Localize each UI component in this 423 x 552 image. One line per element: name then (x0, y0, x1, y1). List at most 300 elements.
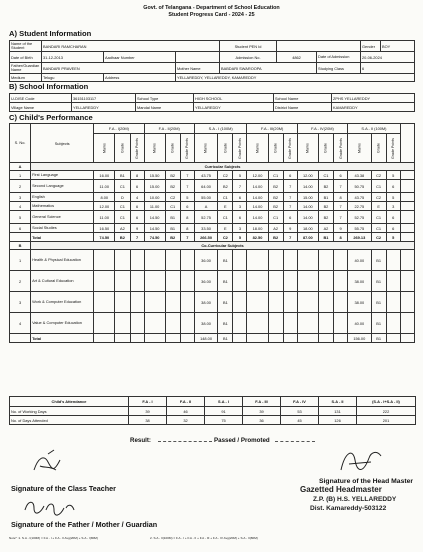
score-cell: 14.00 (297, 180, 318, 193)
score-cell: 6 (283, 171, 297, 180)
sa2-grade: B1 (371, 250, 386, 271)
blank-cell (165, 292, 180, 313)
assessment-header: F.A - II(20M) (144, 124, 194, 134)
score-cell: B2 (318, 211, 333, 224)
total-cell: 7 (130, 233, 144, 242)
score-cell: 6 (130, 180, 144, 193)
subject-row (10, 193, 415, 202)
blank-cell (94, 334, 115, 343)
score-cell: B1 (165, 211, 180, 224)
score-cell: 12.00 (297, 171, 318, 180)
score-cell: 7 (180, 180, 194, 193)
score-cell: 8 (334, 193, 348, 202)
attendance-value: 53 (281, 407, 319, 416)
total-cell: 266.50 (194, 233, 217, 242)
score-cell: B2 (268, 193, 283, 202)
blank-cell (165, 334, 180, 343)
score-cell: 14.00 (297, 202, 318, 211)
sno-header: S. No. (10, 124, 31, 163)
sa2-marks: 156.00 (348, 334, 371, 343)
score-cell: 14.00 (247, 180, 268, 193)
blank-cell (386, 292, 400, 313)
parent-signature-label: Signature of the Father / Mother / Guardian (11, 520, 158, 529)
blank-cell (233, 292, 247, 313)
admission-date-label: Date of Admission (317, 52, 361, 63)
sa1-marks: 148.00 (194, 334, 217, 343)
score-cell: 8 (180, 211, 194, 224)
student-info-table (9, 40, 415, 82)
score-cell: 6 (130, 211, 144, 224)
score-cell: 12.00 (247, 171, 268, 180)
subject-name: Work & Computer Education (31, 292, 94, 313)
blank-cell (247, 271, 268, 292)
header-card-title: Student Progress Card - 2024 - 25 (168, 12, 255, 18)
score-cell: 4 (130, 193, 144, 202)
blank-cell (318, 292, 333, 313)
attendance-value: 131 (319, 407, 357, 416)
attendance-row-label: No. of Working Days (10, 407, 129, 416)
udise-value: 36151103117 (72, 94, 136, 103)
score-cell: B2 (165, 180, 180, 193)
score-cell: 9 (334, 224, 348, 233)
attendance-col-header: F.A - III (243, 397, 281, 407)
score-cell: B2 (165, 171, 180, 180)
subject-number: 6 (10, 224, 31, 233)
score-cell: 14.00 (247, 193, 268, 202)
extra-cell (400, 271, 414, 292)
pen-value (277, 41, 361, 52)
score-cell: 7 (283, 180, 297, 193)
village-value: YELLAREDDY (72, 103, 136, 112)
blank-cell (144, 334, 165, 343)
cocurricular-row (10, 271, 415, 292)
footnote-sa2: 2. S.A - II(100M) = F.A - I + F.A - II + F.A - III + F.A - IV Avg(20M) + S.A - II(80M) (150, 536, 258, 540)
total-cell: 74.50 (94, 233, 115, 242)
sub-header-grade: Grade (165, 134, 180, 163)
attendance-value: 222 (357, 407, 416, 416)
score-cell: 16.50 (94, 224, 115, 233)
score-cell: 6 (334, 171, 348, 180)
attendance-value: 201 (357, 416, 416, 425)
blank-cell (115, 271, 130, 292)
medium-label: Medium (10, 74, 42, 82)
score-cell: C1 (115, 211, 130, 224)
medium-value: Telugu (42, 74, 104, 82)
udise-label: U-DISE Code (10, 94, 72, 103)
mandal-value: YELLAREDDY (194, 103, 274, 112)
subjects-header: Subjects (31, 124, 94, 163)
curricular-total-row (10, 233, 415, 242)
attendance-value: 32 (167, 416, 205, 425)
subject-number: 4 (10, 202, 31, 211)
score-cell: 3 (386, 202, 400, 211)
total-cell: B1 (318, 233, 333, 242)
score-cell: E (218, 224, 233, 233)
sub-header-marks: Marks (247, 134, 268, 163)
score-cell: 10.00 (144, 193, 165, 202)
score-cell: C1 (115, 180, 130, 193)
section-letter: B (10, 242, 31, 250)
subject-row (10, 211, 415, 224)
sa2-marks: 38.00 (348, 292, 371, 313)
blank-cell (130, 271, 144, 292)
sub-header-grade: Grade (318, 134, 333, 163)
blank-cell (130, 334, 144, 343)
subject-name: General Science (31, 211, 94, 224)
sa2-marks: 40.00 (348, 250, 371, 271)
sub-header-grade: Grade (268, 134, 283, 163)
total-cell: 269.13 (348, 233, 371, 242)
score-cell: 8 (130, 171, 144, 180)
total-cell: C2 (218, 233, 233, 242)
subject-row (10, 224, 415, 233)
sa2-grade: B1 (371, 271, 386, 292)
sub-header-grade-points: Grade Points (283, 134, 297, 163)
score-cell: C1 (218, 211, 233, 224)
score-cell: 9 (130, 224, 144, 233)
gender-value: BOY (381, 41, 415, 52)
score-cell: 64.00 (194, 180, 217, 193)
score-cell: B2 (318, 202, 333, 211)
result-dash-right (275, 441, 315, 442)
attendance-row (10, 416, 416, 425)
blank-cell (180, 250, 194, 271)
total-blank (10, 334, 31, 343)
total-cell: B2 (115, 233, 130, 242)
attendance-value: 75 (205, 416, 243, 425)
footnote-sa1: Note* :1. S.A - I(100M) = F.A - I + F.A - II Avg(20M) + S.A - I(80M) (9, 536, 98, 540)
score-cell: 7 (180, 171, 194, 180)
blank-cell (386, 250, 400, 271)
attendance-value: 36 (243, 416, 281, 425)
subject-number: 3 (10, 193, 31, 202)
district-label: District Name (274, 103, 332, 112)
section-student-info-title: A) Student Information (9, 29, 92, 38)
section-letter: A (10, 163, 31, 171)
blank-cell (268, 334, 283, 343)
father-label: Father/Guardian Name (10, 63, 42, 74)
total-cell: B2 (268, 233, 283, 242)
cocurricular-total-row (10, 334, 415, 343)
score-cell: 33.50 (194, 224, 217, 233)
school-type-value: HIGH SCHOOL (194, 94, 274, 103)
sub-header-grade-points: Grade Points (334, 134, 348, 163)
score-cell: 16.00 (94, 171, 115, 180)
sub-header-marks: Marks (348, 134, 371, 163)
extra-cell (400, 233, 414, 242)
sa1-grade: B1 (218, 292, 233, 313)
score-cell: 14.00 (297, 211, 318, 224)
sa2-grade: B1 (371, 334, 386, 343)
blank-cell (233, 313, 247, 334)
blank-cell (233, 250, 247, 271)
blank-cell (334, 313, 348, 334)
score-cell: 5 (386, 171, 400, 180)
score-cell: 6 (386, 211, 400, 224)
score-cell: C1 (318, 171, 333, 180)
blank-cell (334, 334, 348, 343)
score-cell: C2 (165, 193, 180, 202)
attendance-col-header: F.A - I (129, 397, 167, 407)
blank-cell (297, 271, 318, 292)
score-cell: A2 (268, 224, 283, 233)
result-value: Passed / Promoted (214, 437, 270, 444)
section-school-info-title: B) School Information (9, 82, 89, 91)
blank-cell (297, 250, 318, 271)
score-cell: 8 (180, 224, 194, 233)
headmaster-signature-label: Signature of the Head Master (319, 478, 414, 485)
blank-cell (334, 292, 348, 313)
score-cell: 43.75 (348, 193, 371, 202)
attendance-value: 126 (319, 416, 357, 425)
score-cell: C1 (218, 193, 233, 202)
blank-cell (94, 271, 115, 292)
cocurricular-row (10, 250, 415, 271)
score-cell: 14.50 (144, 224, 165, 233)
class-value: 6 (361, 63, 415, 74)
total-cell: 7 (283, 233, 297, 242)
header-department: Govt. of Telangana - Department of School Education (143, 5, 280, 11)
blank-cell (283, 313, 297, 334)
blank-cell (130, 313, 144, 334)
blank-cell (247, 292, 268, 313)
subject-row (10, 180, 415, 193)
score-cell: 43.38 (348, 171, 371, 180)
school-type-label: School Type (136, 94, 194, 103)
blank-cell (297, 334, 318, 343)
blank-cell (233, 334, 247, 343)
total-cell: B2 (165, 233, 180, 242)
score-cell: B2 (218, 180, 233, 193)
blank-cell (283, 271, 297, 292)
mother-label: Mother Name (176, 63, 220, 74)
attendance-value: 39 (129, 407, 167, 416)
blank-cell (283, 292, 297, 313)
section-row (10, 242, 415, 250)
gender-label: Gender (361, 41, 381, 52)
attendance-value: 46 (167, 407, 205, 416)
score-cell: B2 (268, 180, 283, 193)
extra-cell (400, 313, 414, 334)
subject-name: Value & Computer Education (31, 313, 94, 334)
score-cell: E (371, 202, 386, 211)
district-value: KAMAREDDY (332, 103, 415, 112)
score-cell: 6 (283, 211, 297, 224)
blank-cell (94, 292, 115, 313)
sa2-grade: B1 (371, 313, 386, 334)
subject-name: Second Language (31, 180, 94, 193)
score-cell: 7 (283, 193, 297, 202)
total-cell: C2 (371, 233, 386, 242)
score-cell: B1 (318, 193, 333, 202)
blank-cell (247, 313, 268, 334)
score-cell: E (218, 202, 233, 211)
total-cell: 7 (180, 233, 194, 242)
dob-value: 31-12-2013 (42, 52, 104, 63)
score-cell: 14.00 (247, 202, 268, 211)
blank-cell (115, 334, 130, 343)
score-cell: 9 (283, 224, 297, 233)
score-cell: C2 (218, 171, 233, 180)
score-cell: C1 (165, 202, 180, 211)
stamp-line-1: Z.P. (B) H.S. YELLAREDDY (313, 496, 397, 503)
attendance-col-header: S.A - II (319, 397, 357, 407)
sub-header-grade-points: Grade Points (386, 134, 400, 163)
score-cell: 12.00 (94, 202, 115, 211)
blank-cell (386, 334, 400, 343)
blank-cell (247, 334, 268, 343)
attendance-title: Child's Attendance (10, 397, 129, 407)
result-label: Result: (130, 437, 151, 444)
performance-table (9, 123, 415, 343)
score-cell: 11.00 (144, 202, 165, 211)
cocurricular-row (10, 292, 415, 313)
father-name: BANDARI PRAVEEN (42, 63, 176, 74)
score-cell: B1 (165, 224, 180, 233)
extra-cell (400, 211, 414, 224)
school-name-label: School Name (274, 94, 332, 103)
score-cell: 6 (386, 224, 400, 233)
blank-cell (130, 292, 144, 313)
score-cell: 6 (130, 202, 144, 211)
score-cell: 7 (283, 202, 297, 211)
extra-cell (400, 250, 414, 271)
score-cell: 3 (233, 224, 247, 233)
score-cell: B1 (115, 171, 130, 180)
score-cell: 7 (233, 180, 247, 193)
blank-cell (144, 250, 165, 271)
extra-cell (400, 202, 414, 211)
blank-cell (318, 334, 333, 343)
blank-cell (94, 313, 115, 334)
address-value: YELLAREDDY, YELLAREDDY, KAMAREDDY (176, 74, 415, 82)
aadhaar-label: Aadhaar Number (104, 52, 176, 63)
score-cell: 18.00 (297, 224, 318, 233)
score-cell: 14.00 (247, 211, 268, 224)
score-cell: 5 (180, 193, 194, 202)
score-cell: A2 (318, 224, 333, 233)
total-cell: 5 (233, 233, 247, 242)
section-performance-title: C) Child's Performance (9, 113, 93, 122)
blank-cell (318, 271, 333, 292)
subject-number: 1 (10, 171, 31, 180)
score-cell: C1 (268, 211, 283, 224)
blank-cell (386, 313, 400, 334)
blank-cell (334, 250, 348, 271)
sa1-grade: B1 (218, 313, 233, 334)
pen-label: Student PEN Id (220, 41, 277, 52)
assessment-header: F.A - IV(20M) (297, 124, 347, 134)
sub-header-marks: Marks (194, 134, 217, 163)
total-cell: 5 (386, 233, 400, 242)
score-cell: 15.50 (144, 171, 165, 180)
sub-header-grade: Grade (218, 134, 233, 163)
subject-number: 1 (10, 250, 31, 271)
blank-cell (144, 271, 165, 292)
score-cell: C2 (371, 171, 386, 180)
name-label: Name of the Student (10, 41, 42, 52)
score-cell: 8.00 (94, 193, 115, 202)
result-line (130, 437, 151, 444)
blank-cell (144, 313, 165, 334)
blank-cell (268, 313, 283, 334)
score-cell: 22.75 (348, 202, 371, 211)
total-cell: 8 (334, 233, 348, 242)
attendance-header-row (10, 397, 416, 407)
subject-number: 2 (10, 271, 31, 292)
stamp-title: Gazetted Headmaster (300, 485, 382, 494)
score-cell: 7 (334, 211, 348, 224)
subject-name: Social Studies (31, 224, 94, 233)
blank-cell (165, 313, 180, 334)
sub-header-marks: Marks (144, 134, 165, 163)
extra-cell (400, 193, 414, 202)
subject-row (10, 171, 415, 180)
score-cell: C1 (371, 180, 386, 193)
attendance-value: 91 (205, 407, 243, 416)
total-blank (10, 233, 31, 242)
sa1-marks: 38.00 (194, 292, 217, 313)
score-cell: A (194, 202, 217, 211)
score-cell: 6 (233, 211, 247, 224)
admission-no-value: 4862 (277, 52, 317, 63)
blank-cell (334, 271, 348, 292)
blank-cell (318, 250, 333, 271)
school-name-value: ZPHS YELLAREDDY (332, 94, 415, 103)
blank-cell (283, 334, 297, 343)
sa1-grade: B1 (218, 250, 233, 271)
blank-cell (115, 292, 130, 313)
blank-cell (297, 313, 318, 334)
score-cell: 5 (233, 171, 247, 180)
blank-cell (180, 271, 194, 292)
assessment-header: S.A - II (100M) (348, 124, 401, 134)
score-cell: 50.75 (348, 180, 371, 193)
headmaster-handwritten-signature (335, 444, 385, 478)
extra-cell (400, 171, 414, 180)
sub-header-grade: Grade (371, 134, 386, 163)
total-cell: 82.50 (247, 233, 268, 242)
score-cell: 55.00 (194, 193, 217, 202)
village-label: Village Name (10, 103, 72, 112)
class-teacher-signature-label: Signature of the Class Teacher (11, 484, 116, 493)
blank-cell (247, 250, 268, 271)
attendance-col-header: F.A - IV (281, 397, 319, 407)
section-title: Co-Curricular Subjects (31, 242, 415, 250)
blank-cell (268, 271, 283, 292)
subject-number: 5 (10, 211, 31, 224)
section-title: Curricular Subjects (31, 163, 415, 171)
sub-header-marks: Marks (94, 134, 115, 163)
parent-handwritten-signature (22, 496, 82, 518)
blank-cell (180, 313, 194, 334)
subject-number: 3 (10, 292, 31, 313)
score-cell: 52.75 (348, 211, 371, 224)
attendance-row-label: No. of Days Attended (10, 416, 129, 425)
score-cell: C1 (268, 171, 283, 180)
assessment-header: S.A - I (100M) (194, 124, 247, 134)
blank-cell (180, 292, 194, 313)
result-dash-left (158, 441, 212, 442)
attendance-row (10, 407, 416, 416)
subject-name: Health & Physical Education (31, 250, 94, 271)
score-cell: 55.75 (348, 224, 371, 233)
school-info-table (9, 93, 415, 112)
score-cell: 6 (386, 180, 400, 193)
blank-cell (130, 250, 144, 271)
admission-date-value: 20-06-2024 (361, 52, 415, 63)
score-cell: 6 (233, 193, 247, 202)
